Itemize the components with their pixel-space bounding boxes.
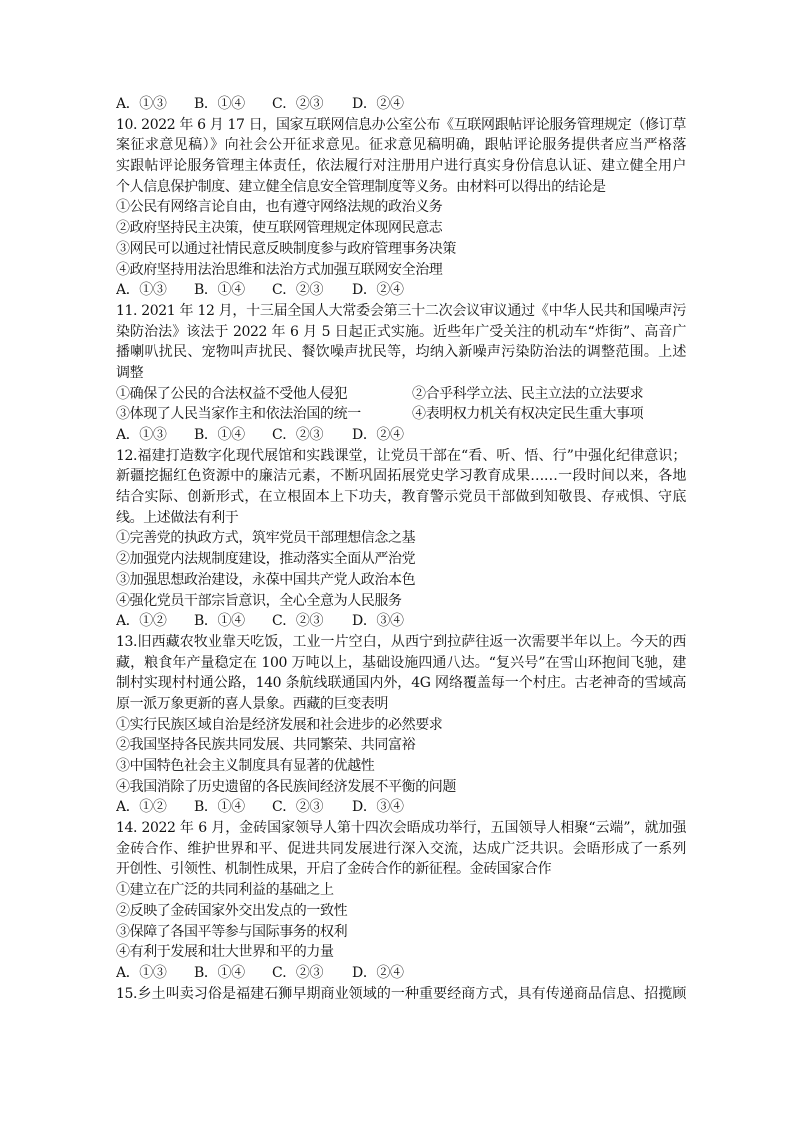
answer-a: A．①③ — [116, 427, 167, 443]
answer-b: B．①④ — [194, 96, 245, 112]
option-2: ②反映了金砖国家外交出发点的一致性 — [116, 902, 348, 919]
answer-c: C．②③ — [272, 964, 324, 981]
question-text-line: 开创性、引领性、机制性成果，开启了金砖合作的新征程。金砖国家合作 — [116, 861, 552, 878]
answer-d: D．②④ — [352, 427, 404, 443]
option-4: ④我国消除了历史遗留的各民族间经济发展不平衡的问题 — [116, 778, 456, 795]
option-2: ②我国坚持各民族共同发展、共同繁荣、共同富裕 — [116, 737, 416, 754]
option-1: ①建立在广泛的共同利益的基础之上 — [116, 882, 334, 899]
question-text-line: 染防治法》该法于 2022 年 6 月 5 日起正式实施。近些年广受关注的机动车“炸街”、高音广 — [116, 323, 686, 340]
question-text-line: 实跟帖评论服务管理主体责任，依法履行对注册用户进行真实身份信息认证、建立健全用户 — [116, 158, 686, 175]
option-3: ③中国特色社会主义制度具有显著的优越性 — [116, 758, 375, 774]
answer-d: D．③④ — [352, 613, 404, 630]
question-text-line: 金砖合作、维护世界和平、促进共同发展进行深入交流，达成广泛共识。会晤形成了一系列 — [116, 840, 686, 857]
answer-c: C．②③ — [272, 96, 324, 112]
page-content — [116, 94, 686, 1004]
option-row — [116, 404, 686, 425]
option-1: ①完善党的执政方式，筑牢党员干部理想信念之基 — [116, 530, 416, 547]
question-15 — [116, 984, 686, 1005]
answer-d: D．②④ — [352, 96, 404, 112]
answer-b: B．①④ — [194, 964, 245, 981]
question-text-line: 11. 2021 年 12 月，十三届全国人大常委会第三十二次会议审议通过《中华人民共和国噪声污 — [116, 302, 686, 319]
option-1: ①确保了公民的合法权益不受他人侵犯 — [116, 385, 348, 402]
option-2: ②合乎科学立法、民主立法的立法要求 — [412, 385, 644, 402]
answer-b: B．①④ — [194, 427, 245, 443]
question-text-line: 12.福建打造数字化现代展馆和实践课堂，让党员干部在“看、听、悟、行”中强化纪律意识； — [116, 447, 686, 464]
question-text-line: 10. 2022 年 6 月 17 日，国家互联网信息办公室公布《互联网跟帖评论服务管理规定（修订草 — [116, 116, 686, 133]
question-text-line: 结合实际、创新形式，在立根固本上下功夫，教育警示党员干部做到知敬畏、存戒惧、守底 — [116, 489, 686, 506]
option-3: ③加强思想政治建设，永葆中国共产党人政治本色 — [116, 571, 416, 588]
q10-answers — [116, 280, 686, 301]
answer-c: C．②③ — [272, 282, 324, 299]
question-text-line: 个人信息保护制度、建立健全信息安全管理制度等义务。由材料可以得出的结论是 — [116, 178, 606, 195]
answer-a: A．①② — [116, 799, 167, 816]
option-4: ④政府坚持用法治思维和法治方式加强互联网安全治理 — [116, 261, 443, 278]
question-text-line: 新疆挖掘红色资源中的廉洁元素，不断巩固拓展党史学习教育成果……一段时间以来，各地 — [116, 468, 686, 485]
answer-d: D．②④ — [352, 964, 404, 981]
option-3: ③网民可以通过社情民意反映制度参与政府管理事务决策 — [116, 240, 456, 257]
answer-a: A．①③ — [116, 96, 167, 112]
option-1: ①公民有网络言论自由，也有遵守网络法规的政治义务 — [116, 199, 443, 216]
question-14 — [116, 818, 686, 984]
answer-a: A．①③ — [116, 964, 167, 981]
question-text-line: 调整 — [116, 364, 144, 381]
question-10 — [116, 115, 686, 301]
q11-answers — [116, 425, 686, 446]
option-4: ④强化党员干部宗旨意识，全心全意为人民服务 — [116, 592, 402, 609]
question-text-line: 13.旧西藏农牧业靠天吃饭，工业一片空白，从西宁到拉萨往返一次需要半年以上。今天的西 — [116, 633, 686, 650]
question-text-line: 原一派万象更新的喜人景象。西藏的巨变表明 — [116, 695, 388, 712]
q9-answers — [116, 94, 686, 115]
question-12 — [116, 446, 686, 632]
option-1: ①实行民族区域自治是经济发展和社会进步的必然要求 — [116, 716, 443, 733]
q12-answers — [116, 611, 686, 632]
answer-c: C．②③ — [272, 613, 324, 630]
option-2: ②加强党内法规制度建设，推动落实全面从严治党 — [116, 551, 416, 568]
option-row — [116, 384, 686, 405]
question-text-line: 14. 2022 年 6 月，金砖国家领导人第十四次会晤成功举行，五国领导人相聚“云端”，就加强 — [116, 820, 686, 837]
answer-d: D．②④ — [352, 282, 404, 299]
answer-c: C．②③ — [272, 799, 324, 816]
option-3: ③体现了人民当家作主和依法治国的统一 — [116, 406, 361, 423]
question-text-line: 制村实现村村通公路，140 条航线联通国内外，4G 网络覆盖每一个村庄。古老神奇的雪域高 — [116, 675, 686, 692]
option-4: ④表明权力机关有权决定民生重大事项 — [412, 406, 644, 423]
answer-c: C．②③ — [272, 427, 324, 443]
question-text-line: 15.乡土叫卖习俗是福建石狮早期商业领域的一种重要经商方式，具有传递商品信息、招揽顾 — [116, 985, 686, 1002]
q13-answers — [116, 797, 686, 818]
answer-a: A．①③ — [116, 282, 167, 299]
question-text-line: 线。上述做法有利于 — [116, 509, 239, 526]
option-3: ③保障了各国平等参与国际事务的权利 — [116, 923, 348, 940]
question-13 — [116, 632, 686, 818]
question-text-line: 藏，粮食年产量稳定在 100 万吨以上，基础设施四通八达。“复兴号”在雪山环抱间飞驰，建 — [116, 654, 686, 671]
option-4: ④有利于发展和壮大世界和平的力量 — [116, 944, 334, 961]
answer-d: D．③④ — [352, 799, 404, 816]
answer-b: B．①④ — [194, 613, 245, 630]
answer-b: B．①④ — [194, 282, 245, 299]
question-11 — [116, 301, 686, 446]
question-text-line: 案征求意见稿）》向社会公开征求意见。征求意见稿明确，跟帖评论服务提供者应当严格落 — [116, 137, 686, 154]
answer-a: A．①② — [116, 613, 167, 630]
q14-answers — [116, 963, 686, 984]
answer-b: B．①④ — [194, 799, 245, 816]
question-text-line: 播喇叭扰民、宠物叫声扰民、餐饮噪声扰民等，均纳入新噪声污染防治法的调整范围。上述 — [116, 344, 686, 361]
option-2: ②政府坚持民主决策，使互联网管理规定体现网民意志 — [116, 220, 443, 237]
